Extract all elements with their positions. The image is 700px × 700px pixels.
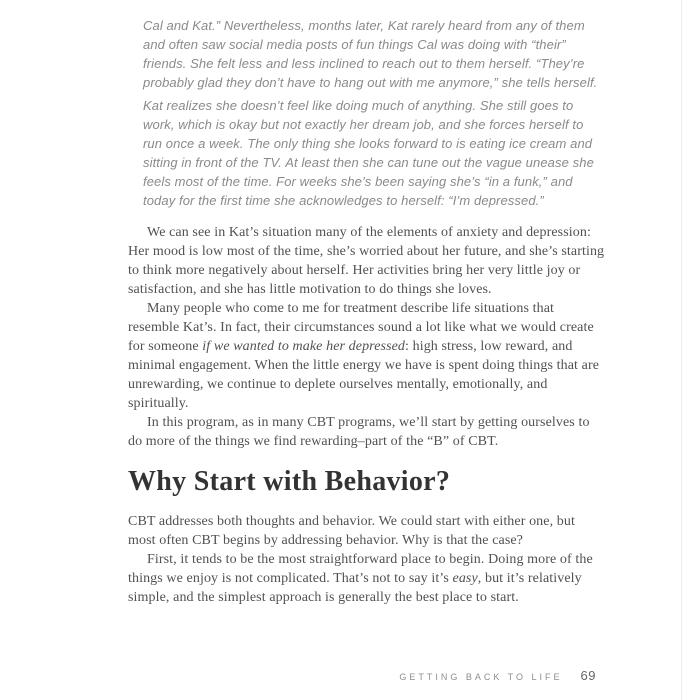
body-paragraph: CBT addresses both thoughts and behavior. We could start with either one, but most often CBT begins by addressing behavior. Why is that the case?: [128, 514, 575, 548]
page-number: 69: [580, 668, 596, 683]
body-text-block: [128, 223, 606, 451]
case-study-paragraph: Kat realizes she doesn’t feel like doing much of anything. She still goes to work, which is okay but not exactly her dream job, and she forces herself to run once a week. The only thing she looks forward to is eating ice cream and sitting in front of the TV. At least then she can tune out the vague unease she feels most of the time. For weeks she’s been saying she’s “in a funk,” and today for the first time she acknowledges to herself: “I’m depressed.”: [143, 98, 594, 208]
body-paragraph: Many people who come to me for treatment describe life situations that resemble Kat’s. In fact, their circumstances sound a lot like what we would create for someone if we wanted to make her depressed: high stress, low reward, and minimal engagement. When the little energy we have is spent doing things that are unrewarding, we continue to deplete ourselves mentally, emotionally, and spiritually.: [128, 301, 600, 411]
body-paragraph: We can see in Kat’s situation many of the elements of anxiety and depression: Her mood is low most of the time, she’s worried about her future, and she’s starting to think more negatively about herself. Her activities bring her very little joy or satisfaction, and she has little motivation to do things she loves.: [128, 225, 605, 297]
page-edge-line: [681, 0, 682, 700]
page-content: [128, 16, 606, 607]
running-head: GETTING BACK TO LIFE: [399, 672, 563, 682]
section-heading: Why Start with Behavior?: [128, 466, 451, 497]
body-paragraph: First, it tends to be the most straightforward place to begin. Doing more of the things we enjoy is not complicated. That’s not to say it’s easy, but it’s relatively simple, and the simplest approach is generally the best place to start.: [128, 552, 593, 605]
body-text-block: [128, 512, 606, 607]
body-paragraph: In this program, as in many CBT programs, we’ll start by getting ourselves to do more of the things we find rewarding–part of the “B” of CBT.: [128, 415, 590, 449]
case-study-block: [143, 16, 606, 210]
page-footer: [399, 668, 596, 683]
case-study-paragraph: Cal and Kat.” Nevertheless, months later, Kat rarely heard from any of them and often saw social media posts of fun things Cal was doing with “their” friends. She felt less and less inclined to reach out to them herself. “They’re probably glad they don’t have to hang out with me anymore,” she tells herself.: [143, 18, 598, 90]
